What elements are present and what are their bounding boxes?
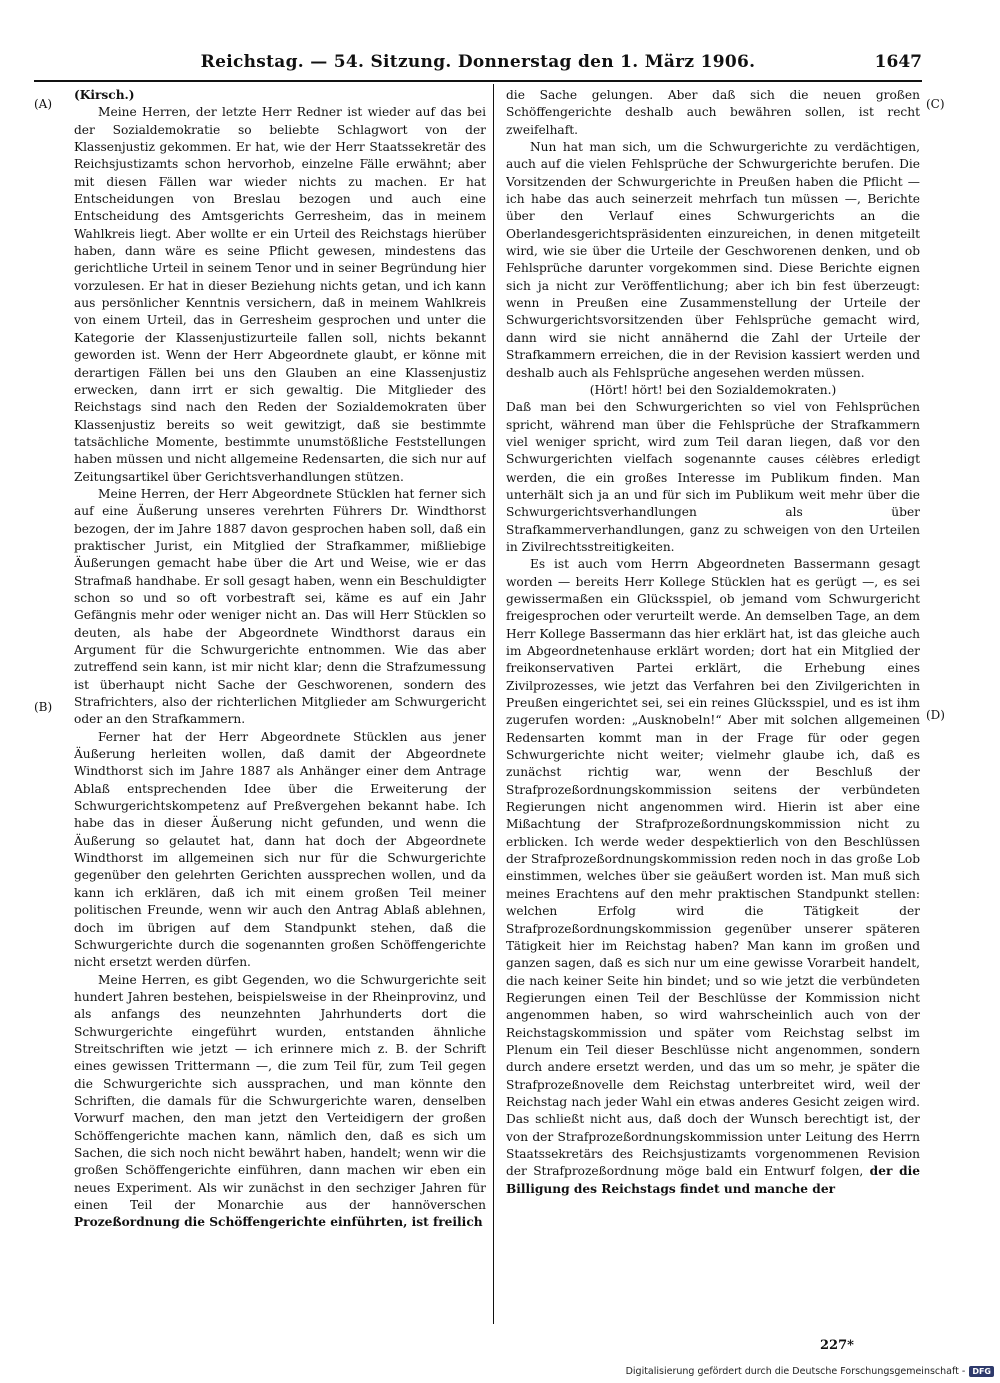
paragraph-text: Daß man bei den Schwurgerichten so viel von Fehlsprüchen spricht, während man über die Fehlsprüche der Strafkammern viel weniger spricht, wird zum Teil daran liegen, daß vor den Schwurgerichten vielfach sogenannte: [506, 400, 920, 467]
right-column: [506, 87, 920, 1321]
paragraph: [506, 556, 920, 1198]
latin-phrase: causes célèbres: [767, 454, 860, 467]
paragraph: Nun hat man sich, um die Schwurgerichte zu verdächtigen, auch auf die vielen Fehlsprüche der Schwurgerichte berufen. Die Vorsitzenden der Schwurgerichte in Preußen haben die Pflicht — ich habe das auch seinerzeit mehrfach tun müssen —, Berichte über den Verlauf eines Schwurgerichts an die Oberlandesgerichtspräsidenten einzureichen, in denen mitgeteilt wird, wie sie über die Urteile der Geschworenen denken, und ob Fehlsprüche darunter vorgekommen sind. Diese Berichte eignen sich ja nicht zur Veröffentlichung; aber ich bin fest überzeugt: wenn in Preußen eine Zusammenstellung der Urteile der Schwurgerichtsvorsitzenden über Fehlsprüche gemacht wird, dann wird sie nicht annähernd die Zahl der Urteile der Strafkammern erreichen, die in der Revision kassiert werden und deshalb auch als Fehlsprüche angesehen werden müssen.: [506, 140, 920, 380]
paragraph: Ferner hat der Herr Abgeordnete Stücklen aus jener Äußerung herleiten wollen, daß damit der Abgeordnete Windthorst sich im Jahre 1887 als Anhänger einer dem Antrage Ablaß entsprechenden Idee über die Erweiterung der Schwurgerichtskompetenz auf Preßvergehen bekannt habe. Ich habe das in dieser Äußerung nicht gefunden, und wenn die Äußerung so gelautet hat, dann hat doch der Abgeordnete Windthorst im allgemeinen sich nur für die Schwurgerichte gegenüber den gelehrten Gerichten aussprechen wollen, und da kann ich erklären, daß ich mit einem großen Teil meiner politischen Freunde, wenn wir auch den Antrag Ablaß ablehnen, doch im übrigen auf dem Standpunkt stehen, daß die Schwurgerichte durch die sogenannten großen Schöffengerichte nicht ersetzt werden dürfen.: [74, 729, 486, 970]
paragraph-bold-text: der die Billigung des Reichstags findet und manche der: [506, 1164, 920, 1196]
paragraph: Meine Herren, der Herr Abgeordnete Stücklen hat ferner sich auf eine Äußerung unseres verehrten Führers Dr. Windthorst bezogen, der im Jahre 1887 davon gesprochen haben soll, daß ein praktischer Jurist, ein Mitglied der Strafkammer, mißliebige Äußerungen gemacht habe über die Art und Weise, wie er das Strafmaß handhabe. Er soll gesagt haben, wenn ein Beschuldigter schon so und so oft vorbestraft sei, käme es auf ein Jahr Gefängnis mehr oder weniger nicht an. Das will Herr Stücklen so deuten, als habe der Abgeordnete Windthorst daraus ein Argument für die Schwurgerichte entnommen. Wie das aber zutreffend sein kann, ist mir nicht klar; denn die Strafzumessung ist überhaupt nicht Sache der Geschworenen, sondern des Strafrichters, also der richterlichen Mitglieder am Schwurgericht oder an den Strafkammern.: [74, 486, 486, 727]
page-number: 1647: [874, 52, 922, 72]
dfg-logo: DFG: [969, 1366, 994, 1377]
running-title: Reichstag. — 54. Sitzung. Donnerstag den 1. März 1906.: [200, 52, 756, 72]
paragraph-text: erledigt werden, die ein großes Interesse im Publikum finden. Man unterhält sich ja an und für sich im Publikum weit mehr über die Schwurgerichtsverhandlungen als über Strafkammerverhandlungen, ganz zu schweigen von den Urteilen in Zivilrechtsstreitigkeiten.: [506, 452, 920, 554]
paragraph-text: Es ist auch vom Herrn Abgeordneten Bassermann gesagt worden — bereits Herr Kollege Stücklen hat es gerügt —, es sei gewissermaßen ein Glücksspiel, ob jemand vom Schwurgericht freigesprochen oder verurteilt werde. An demselben Tage, an dem Herr Kollege Bassermann das hier erklärt hat, ist das gleiche auch im Abgeordnetenhause erklärt worden; dort hat ein Mitglied der freikonservativen Partei erklärt, die Erhebung eines Zivilprozesses, wie jetzt das Verfahren bei den Zivilgerichten in Preußen eingerichtet sei, sei ein reines Glücksspiel, und es ist ihm zugerufen worden: „Ausknobeln!“ Aber mit solchen allgemeinen Redensarten kommt man in der Frage für oder gegen Schwurgerichte nicht weiter; vielmehr glaube ich, daß es zunächst richtig war, wenn der Beschluß der Strafprozeßordnungskommission seitens der verbündeten Regierungen nicht angenommen wird. Hierin ist aber eine Mißachtung der Strafprozeßordnungskommission nicht zu erblicken. Ich werde weder despektierlich von den Beschlüssen der Strafprozeßordnungskommission reden noch in das große Lob einstimmen, welches über sie geäußert worden ist. Man muß sich meines Erachtens auf den mehr praktischen Standpunkt stellen: welchen Erfolg wird die Tätigkeit der Strafprozeßordnungskommission gegenüber unserer späteren Tätigkeit hier im Reichstag haben? Man kann im großen und ganzen sagen, daß es sich nur um eine gewisse Vorarbeit handelt, die nach keiner Seite hin bindet; und so wie jetzt die verbündeten Regierungen einen Teil der Beschlüsse der Kommission nicht angenommen haben, so wird wahrscheinlich auch von der Reichstagskommission und später vom Reichstag selbst im Plenum ein Teil dieser Beschlüsse nicht angenommen, sondern durch andere ersetzt werden, und das um so mehr, je später die Strafprozeßnovelle dem Reichstag unterbreitet wird, weil der Reichstag nach jeder Wahl ein etwas anderes Gesicht zeigen wird. Das schließt nicht aus, daß doch der Wunsch berechtigt ist, der von der Strafprozeßordnungskommission unter Leitung des Herrn Staatssekretärs des Reichsjustizamts vorgenommenen Revision der Strafprozeßordnung möge bald ein Entwurf folgen,: [506, 557, 920, 1179]
left-column: [74, 87, 486, 1321]
margin-marker-c: (C): [926, 97, 945, 111]
margin-marker-d: (D): [926, 708, 945, 722]
paragraph: die Sache gelungen. Aber daß sich die neuen großen Schöffengerichte deshalb auch bewähren sollen, ist recht zweifelhaft.: [506, 88, 920, 137]
paragraph: Meine Herren, der letzte Herr Redner ist wieder auf das bei der Sozialdemokratie so beliebte Schlagwort von der Klassenjustiz gekommen. Er hat, wie der Herr Staatssekretär des Reichsjustizamts schon hervorhob, einzelne Fälle erwähnt; aber mit diesen Fällen war wieder nichts zu machen. Er hat Entscheidungen von Breslau bezogen und auch eine Entscheidung des Amtsgerichts Gerresheim, das in meinem Wahlkreis liegt. Aber wollte er ein Urteil des Reichstags hierüber haben, dann wäre es seine Pflicht gewesen, mindestens das gerichtliche Urteil in seinem Tenor und in seiner Begründung hier vorzulesen. Er hat in dieser Beziehung nichts getan, und ich kann aus persönlicher Kenntnis versichern, daß in meinem Wahlkreis von einem Urteil, das in Gerresheim gesprochen und unter die Kategorie der Klassenjustizurteile fallen soll, nichts bekannt geworden ist. Wenn der Herr Abgeordnete glaubt, er könne mit derartigen Fällen bei uns den Glauben an eine Klassenjustiz erwecken, dann irrt er sich gewaltig. Die Mitglieder des Reichstags sind nach den Reden der Sozialdemokraten über Klassenjustiz bereits so weit gewitzigt, daß sie bestimmte tatsächliche Momente, bestimmte unumstößliche Feststellungen haben müssen und nicht allgemeine Redensarten, die sich nur auf Zeitungsartikel über Gerichtsverhandlungen stützen.: [74, 105, 486, 484]
header-rule: [34, 80, 922, 82]
footer-text: Digitalisierung gefördert durch die Deutsche Forschungsgemeinschaft -: [625, 1366, 966, 1377]
column-divider: [493, 84, 494, 1324]
paragraph-text: Meine Herren, es gibt Gegenden, wo die Schwurgerichte seit hundert Jahren bestehen, beispielsweise in der Rheinprovinz, und als anfangs des neunzehnten Jahrhunderts dort die Schwurgerichte eingeführt wurden, entstanden ähnliche Streitschriften wie jetzt — ich erinnere mich z. B. der Schrift eines gewissen Trittermann —, die zum Teil für, zum Teil gegen die Schwurgerichte sich aussprachen, und man könnte den Schriften, die damals für die Schwurgerichte waren, denselben Vorwurf machen, den man jetzt den Verteidigern der großen Schöffengerichte machen kann, nämlich den, daß es sich um Sachen, die sich noch nicht bewährt haben, handelt; wenn wir die großen Schöffengerichte einführen, dann machen wir eben ein neues Experiment. Als wir zunächst in den sechziger Jahren für einen Teil der Monarchie aus der hannöverschen: [74, 972, 486, 1212]
paragraph: [506, 399, 920, 556]
interjection: (Hört! hört! bei den Sozialdemokraten.): [589, 382, 837, 397]
signature-mark: 227*: [820, 1338, 854, 1353]
margin-marker-b: (B): [34, 700, 53, 714]
footer: [626, 1366, 994, 1377]
page-header: [34, 52, 922, 78]
paragraph-bold-text: Prozeßordnung die Schöffengerichte einführten, ist freilich: [74, 1215, 483, 1230]
speaker-label: (Kirsch.): [74, 88, 135, 102]
margin-marker-a: (A): [34, 97, 53, 111]
paragraph: [74, 972, 486, 1232]
